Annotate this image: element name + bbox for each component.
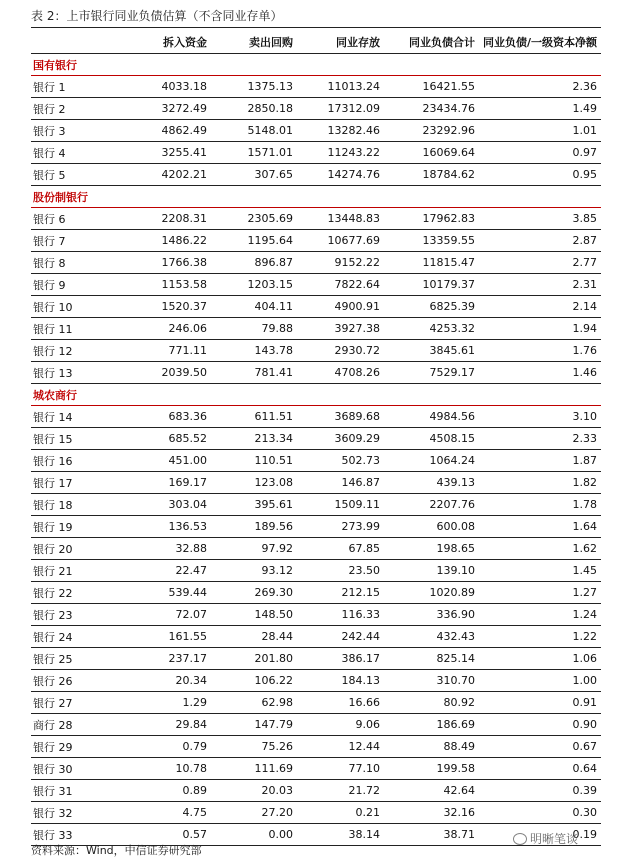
cell-bank-name: 银行 23	[31, 604, 95, 626]
table-row	[31, 340, 601, 362]
cell-ratio: 1.45	[479, 560, 601, 582]
wechat-icon	[513, 833, 527, 845]
cell-repo: 1571.01	[211, 142, 297, 164]
cell-repo: 2305.69	[211, 208, 297, 230]
cell-ratio: 0.30	[479, 802, 601, 824]
cell-deposits: 11243.22	[297, 142, 384, 164]
table-row	[31, 428, 601, 450]
cell-bank-name: 银行 4	[31, 142, 95, 164]
table-row	[31, 582, 601, 604]
cell-total: 88.49	[384, 736, 479, 758]
cell-deposits: 38.14	[297, 824, 384, 846]
cell-borrowings: 72.07	[95, 604, 211, 626]
cell-bank-name: 银行 6	[31, 208, 95, 230]
cell-repo: 2850.18	[211, 98, 297, 120]
table-row	[31, 142, 601, 164]
cell-ratio: 1.49	[479, 98, 601, 120]
cell-ratio: 2.87	[479, 230, 601, 252]
cell-borrowings: 0.79	[95, 736, 211, 758]
cell-repo: 28.44	[211, 626, 297, 648]
table-row	[31, 296, 601, 318]
table-row	[31, 670, 601, 692]
col-header-ratio: 同业负债/一级资本净额	[479, 31, 601, 54]
cell-deposits: 9152.22	[297, 252, 384, 274]
cell-repo: 20.03	[211, 780, 297, 802]
cell-borrowings: 539.44	[95, 582, 211, 604]
table-row	[31, 604, 601, 626]
cell-total: 2207.76	[384, 494, 479, 516]
cell-total: 1064.24	[384, 450, 479, 472]
watermark-text: 明晰笔谈	[530, 832, 579, 846]
cell-bank-name: 银行 17	[31, 472, 95, 494]
table-row	[31, 318, 601, 340]
cell-ratio: 1.00	[479, 670, 601, 692]
cell-ratio: 0.90	[479, 714, 601, 736]
cell-deposits: 21.72	[297, 780, 384, 802]
table-row	[31, 98, 601, 120]
watermark	[513, 830, 578, 847]
cell-deposits: 184.13	[297, 670, 384, 692]
cell-total: 600.08	[384, 516, 479, 538]
cell-repo: 97.92	[211, 538, 297, 560]
cell-repo: 307.65	[211, 164, 297, 186]
cell-ratio: 1.76	[479, 340, 601, 362]
cell-deposits: 14274.76	[297, 164, 384, 186]
table-row	[31, 164, 601, 186]
cell-borrowings: 29.84	[95, 714, 211, 736]
cell-bank-name: 银行 14	[31, 406, 95, 428]
cell-total: 23292.96	[384, 120, 479, 142]
cell-borrowings: 0.57	[95, 824, 211, 846]
col-header-repo: 卖出回购	[211, 31, 297, 54]
cell-repo: 123.08	[211, 472, 297, 494]
cell-total: 10179.37	[384, 274, 479, 296]
cell-ratio: 1.24	[479, 604, 601, 626]
cell-bank-name: 银行 21	[31, 560, 95, 582]
cell-bank-name: 银行 20	[31, 538, 95, 560]
cell-repo: 269.30	[211, 582, 297, 604]
table-row	[31, 714, 601, 736]
table-row	[31, 230, 601, 252]
cell-total: 13359.55	[384, 230, 479, 252]
cell-repo: 213.34	[211, 428, 297, 450]
table-row	[31, 692, 601, 714]
cell-repo: 106.22	[211, 670, 297, 692]
group-title: 国有银行	[31, 54, 601, 76]
cell-total: 825.14	[384, 648, 479, 670]
cell-bank-name: 银行 16	[31, 450, 95, 472]
cell-ratio: 1.62	[479, 538, 601, 560]
table-row	[31, 406, 601, 428]
cell-ratio: 2.36	[479, 76, 601, 98]
cell-bank-name: 银行 31	[31, 780, 95, 802]
cell-borrowings: 3255.41	[95, 142, 211, 164]
col-header-deposits: 同业存放	[297, 31, 384, 54]
table-row	[31, 208, 601, 230]
cell-deposits: 116.33	[297, 604, 384, 626]
table-row	[31, 780, 601, 802]
cell-deposits: 67.85	[297, 538, 384, 560]
cell-deposits: 23.50	[297, 560, 384, 582]
cell-deposits: 242.44	[297, 626, 384, 648]
table-row	[31, 538, 601, 560]
cell-ratio: 1.27	[479, 582, 601, 604]
cell-deposits: 16.66	[297, 692, 384, 714]
table-row	[31, 626, 601, 648]
table-row	[31, 648, 601, 670]
cell-borrowings: 1766.38	[95, 252, 211, 274]
cell-ratio: 1.78	[479, 494, 601, 516]
cell-deposits: 3927.38	[297, 318, 384, 340]
cell-borrowings: 10.78	[95, 758, 211, 780]
cell-bank-name: 银行 33	[31, 824, 95, 846]
table-row	[31, 516, 601, 538]
cell-deposits: 4708.26	[297, 362, 384, 384]
cell-repo: 189.56	[211, 516, 297, 538]
cell-bank-name: 银行 22	[31, 582, 95, 604]
cell-ratio: 0.19	[479, 824, 601, 846]
cell-bank-name: 银行 12	[31, 340, 95, 362]
header-row	[31, 31, 601, 54]
cell-deposits: 212.15	[297, 582, 384, 604]
cell-ratio: 2.77	[479, 252, 601, 274]
cell-total: 17962.83	[384, 208, 479, 230]
cell-repo: 201.80	[211, 648, 297, 670]
cell-bank-name: 银行 11	[31, 318, 95, 340]
cell-total: 3845.61	[384, 340, 479, 362]
cell-deposits: 0.21	[297, 802, 384, 824]
cell-borrowings: 4202.21	[95, 164, 211, 186]
cell-total: 310.70	[384, 670, 479, 692]
cell-borrowings: 1520.37	[95, 296, 211, 318]
cell-ratio: 1.94	[479, 318, 601, 340]
table-row	[31, 560, 601, 582]
cell-borrowings: 4862.49	[95, 120, 211, 142]
cell-deposits: 502.73	[297, 450, 384, 472]
cell-deposits: 13282.46	[297, 120, 384, 142]
cell-repo: 896.87	[211, 252, 297, 274]
table-row	[31, 274, 601, 296]
cell-ratio: 1.87	[479, 450, 601, 472]
cell-repo: 79.88	[211, 318, 297, 340]
cell-ratio: 1.22	[479, 626, 601, 648]
cell-total: 42.64	[384, 780, 479, 802]
cell-total: 1020.89	[384, 582, 479, 604]
col-header-bank	[31, 31, 95, 54]
group-row	[31, 384, 601, 406]
cell-total: 198.65	[384, 538, 479, 560]
cell-ratio: 0.39	[479, 780, 601, 802]
cell-repo: 0.00	[211, 824, 297, 846]
cell-total: 186.69	[384, 714, 479, 736]
group-title: 股份制银行	[31, 186, 601, 208]
cell-ratio: 0.91	[479, 692, 601, 714]
cell-borrowings: 2039.50	[95, 362, 211, 384]
interbank-liabilities-table	[31, 31, 601, 846]
cell-repo: 1195.64	[211, 230, 297, 252]
cell-total: 432.43	[384, 626, 479, 648]
cell-total: 11815.47	[384, 252, 479, 274]
cell-borrowings: 1.29	[95, 692, 211, 714]
cell-bank-name: 银行 9	[31, 274, 95, 296]
cell-deposits: 11013.24	[297, 76, 384, 98]
table-caption: 表 2：上市银行同业负债估算（不含同业存单）	[31, 9, 283, 23]
cell-bank-name: 银行 10	[31, 296, 95, 318]
cell-repo: 395.61	[211, 494, 297, 516]
cell-bank-name: 银行 13	[31, 362, 95, 384]
cell-total: 7529.17	[384, 362, 479, 384]
cell-bank-name: 银行 25	[31, 648, 95, 670]
cell-deposits: 3609.29	[297, 428, 384, 450]
cell-repo: 27.20	[211, 802, 297, 824]
cell-deposits: 2930.72	[297, 340, 384, 362]
cell-borrowings: 20.34	[95, 670, 211, 692]
cell-bank-name: 银行 1	[31, 76, 95, 98]
cell-deposits: 4900.91	[297, 296, 384, 318]
cell-deposits: 77.10	[297, 758, 384, 780]
cell-borrowings: 32.88	[95, 538, 211, 560]
cell-borrowings: 1486.22	[95, 230, 211, 252]
cell-total: 439.13	[384, 472, 479, 494]
cell-deposits: 10677.69	[297, 230, 384, 252]
cell-total: 18784.62	[384, 164, 479, 186]
cell-repo: 611.51	[211, 406, 297, 428]
cell-borrowings: 1153.58	[95, 274, 211, 296]
cell-deposits: 7822.64	[297, 274, 384, 296]
cell-ratio: 2.33	[479, 428, 601, 450]
cell-repo: 1203.15	[211, 274, 297, 296]
cell-deposits: 273.99	[297, 516, 384, 538]
cell-repo: 75.26	[211, 736, 297, 758]
cell-bank-name: 银行 2	[31, 98, 95, 120]
cell-ratio: 0.67	[479, 736, 601, 758]
cell-borrowings: 685.52	[95, 428, 211, 450]
cell-ratio: 1.01	[479, 120, 601, 142]
table-row	[31, 736, 601, 758]
cell-ratio: 3.85	[479, 208, 601, 230]
cell-total: 6825.39	[384, 296, 479, 318]
cell-repo: 143.78	[211, 340, 297, 362]
group-row	[31, 186, 601, 208]
group-row	[31, 54, 601, 76]
cell-bank-name: 银行 5	[31, 164, 95, 186]
col-header-borrowings: 拆入资金	[95, 31, 211, 54]
cell-bank-name: 银行 15	[31, 428, 95, 450]
table-row	[31, 120, 601, 142]
cell-bank-name: 银行 24	[31, 626, 95, 648]
cell-repo: 404.11	[211, 296, 297, 318]
caption-divider	[31, 27, 601, 28]
cell-bank-name: 银行 26	[31, 670, 95, 692]
cell-ratio: 1.64	[479, 516, 601, 538]
cell-bank-name: 银行 27	[31, 692, 95, 714]
cell-total: 336.90	[384, 604, 479, 626]
cell-bank-name: 银行 29	[31, 736, 95, 758]
cell-bank-name: 银行 3	[31, 120, 95, 142]
cell-ratio: 0.97	[479, 142, 601, 164]
cell-borrowings: 4.75	[95, 802, 211, 824]
cell-borrowings: 303.04	[95, 494, 211, 516]
cell-deposits: 3689.68	[297, 406, 384, 428]
cell-borrowings: 4033.18	[95, 76, 211, 98]
cell-borrowings: 169.17	[95, 472, 211, 494]
cell-bank-name: 银行 18	[31, 494, 95, 516]
cell-deposits: 146.87	[297, 472, 384, 494]
cell-repo: 148.50	[211, 604, 297, 626]
table-row	[31, 362, 601, 384]
table-body	[31, 54, 601, 846]
table-row	[31, 252, 601, 274]
cell-ratio: 0.95	[479, 164, 601, 186]
group-title: 城农商行	[31, 384, 601, 406]
source-note: 资料来源：Wind，中信证券研究部	[31, 844, 202, 857]
cell-ratio: 2.14	[479, 296, 601, 318]
cell-bank-name: 银行 32	[31, 802, 95, 824]
cell-deposits: 17312.09	[297, 98, 384, 120]
cell-borrowings: 771.11	[95, 340, 211, 362]
cell-bank-name: 银行 7	[31, 230, 95, 252]
cell-total: 38.71	[384, 824, 479, 846]
cell-ratio: 2.31	[479, 274, 601, 296]
cell-ratio: 1.46	[479, 362, 601, 384]
cell-total: 23434.76	[384, 98, 479, 120]
cell-repo: 147.79	[211, 714, 297, 736]
cell-total: 16069.64	[384, 142, 479, 164]
cell-borrowings: 0.89	[95, 780, 211, 802]
table-row	[31, 802, 601, 824]
cell-bank-name: 商行 28	[31, 714, 95, 736]
col-header-total: 同业负债合计	[384, 31, 479, 54]
cell-ratio: 0.64	[479, 758, 601, 780]
cell-deposits: 12.44	[297, 736, 384, 758]
cell-borrowings: 246.06	[95, 318, 211, 340]
cell-deposits: 386.17	[297, 648, 384, 670]
cell-repo: 111.69	[211, 758, 297, 780]
table-row	[31, 494, 601, 516]
cell-deposits: 1509.11	[297, 494, 384, 516]
table-row	[31, 472, 601, 494]
cell-ratio: 1.82	[479, 472, 601, 494]
cell-total: 4984.56	[384, 406, 479, 428]
cell-bank-name: 银行 19	[31, 516, 95, 538]
table-row	[31, 758, 601, 780]
cell-repo: 93.12	[211, 560, 297, 582]
cell-repo: 5148.01	[211, 120, 297, 142]
cell-borrowings: 161.55	[95, 626, 211, 648]
cell-bank-name: 银行 8	[31, 252, 95, 274]
cell-ratio: 1.06	[479, 648, 601, 670]
cell-borrowings: 683.36	[95, 406, 211, 428]
cell-repo: 1375.13	[211, 76, 297, 98]
cell-borrowings: 3272.49	[95, 98, 211, 120]
table-row	[31, 450, 601, 472]
cell-total: 32.16	[384, 802, 479, 824]
table-row	[31, 76, 601, 98]
cell-borrowings: 22.47	[95, 560, 211, 582]
cell-total: 139.10	[384, 560, 479, 582]
cell-repo: 110.51	[211, 450, 297, 472]
cell-ratio: 3.10	[479, 406, 601, 428]
cell-borrowings: 451.00	[95, 450, 211, 472]
cell-total: 4508.15	[384, 428, 479, 450]
cell-total: 80.92	[384, 692, 479, 714]
cell-repo: 62.98	[211, 692, 297, 714]
cell-repo: 781.41	[211, 362, 297, 384]
cell-deposits: 13448.83	[297, 208, 384, 230]
cell-total: 199.58	[384, 758, 479, 780]
cell-borrowings: 2208.31	[95, 208, 211, 230]
cell-borrowings: 136.53	[95, 516, 211, 538]
cell-deposits: 9.06	[297, 714, 384, 736]
cell-bank-name: 银行 30	[31, 758, 95, 780]
cell-total: 16421.55	[384, 76, 479, 98]
cell-total: 4253.32	[384, 318, 479, 340]
cell-borrowings: 237.17	[95, 648, 211, 670]
